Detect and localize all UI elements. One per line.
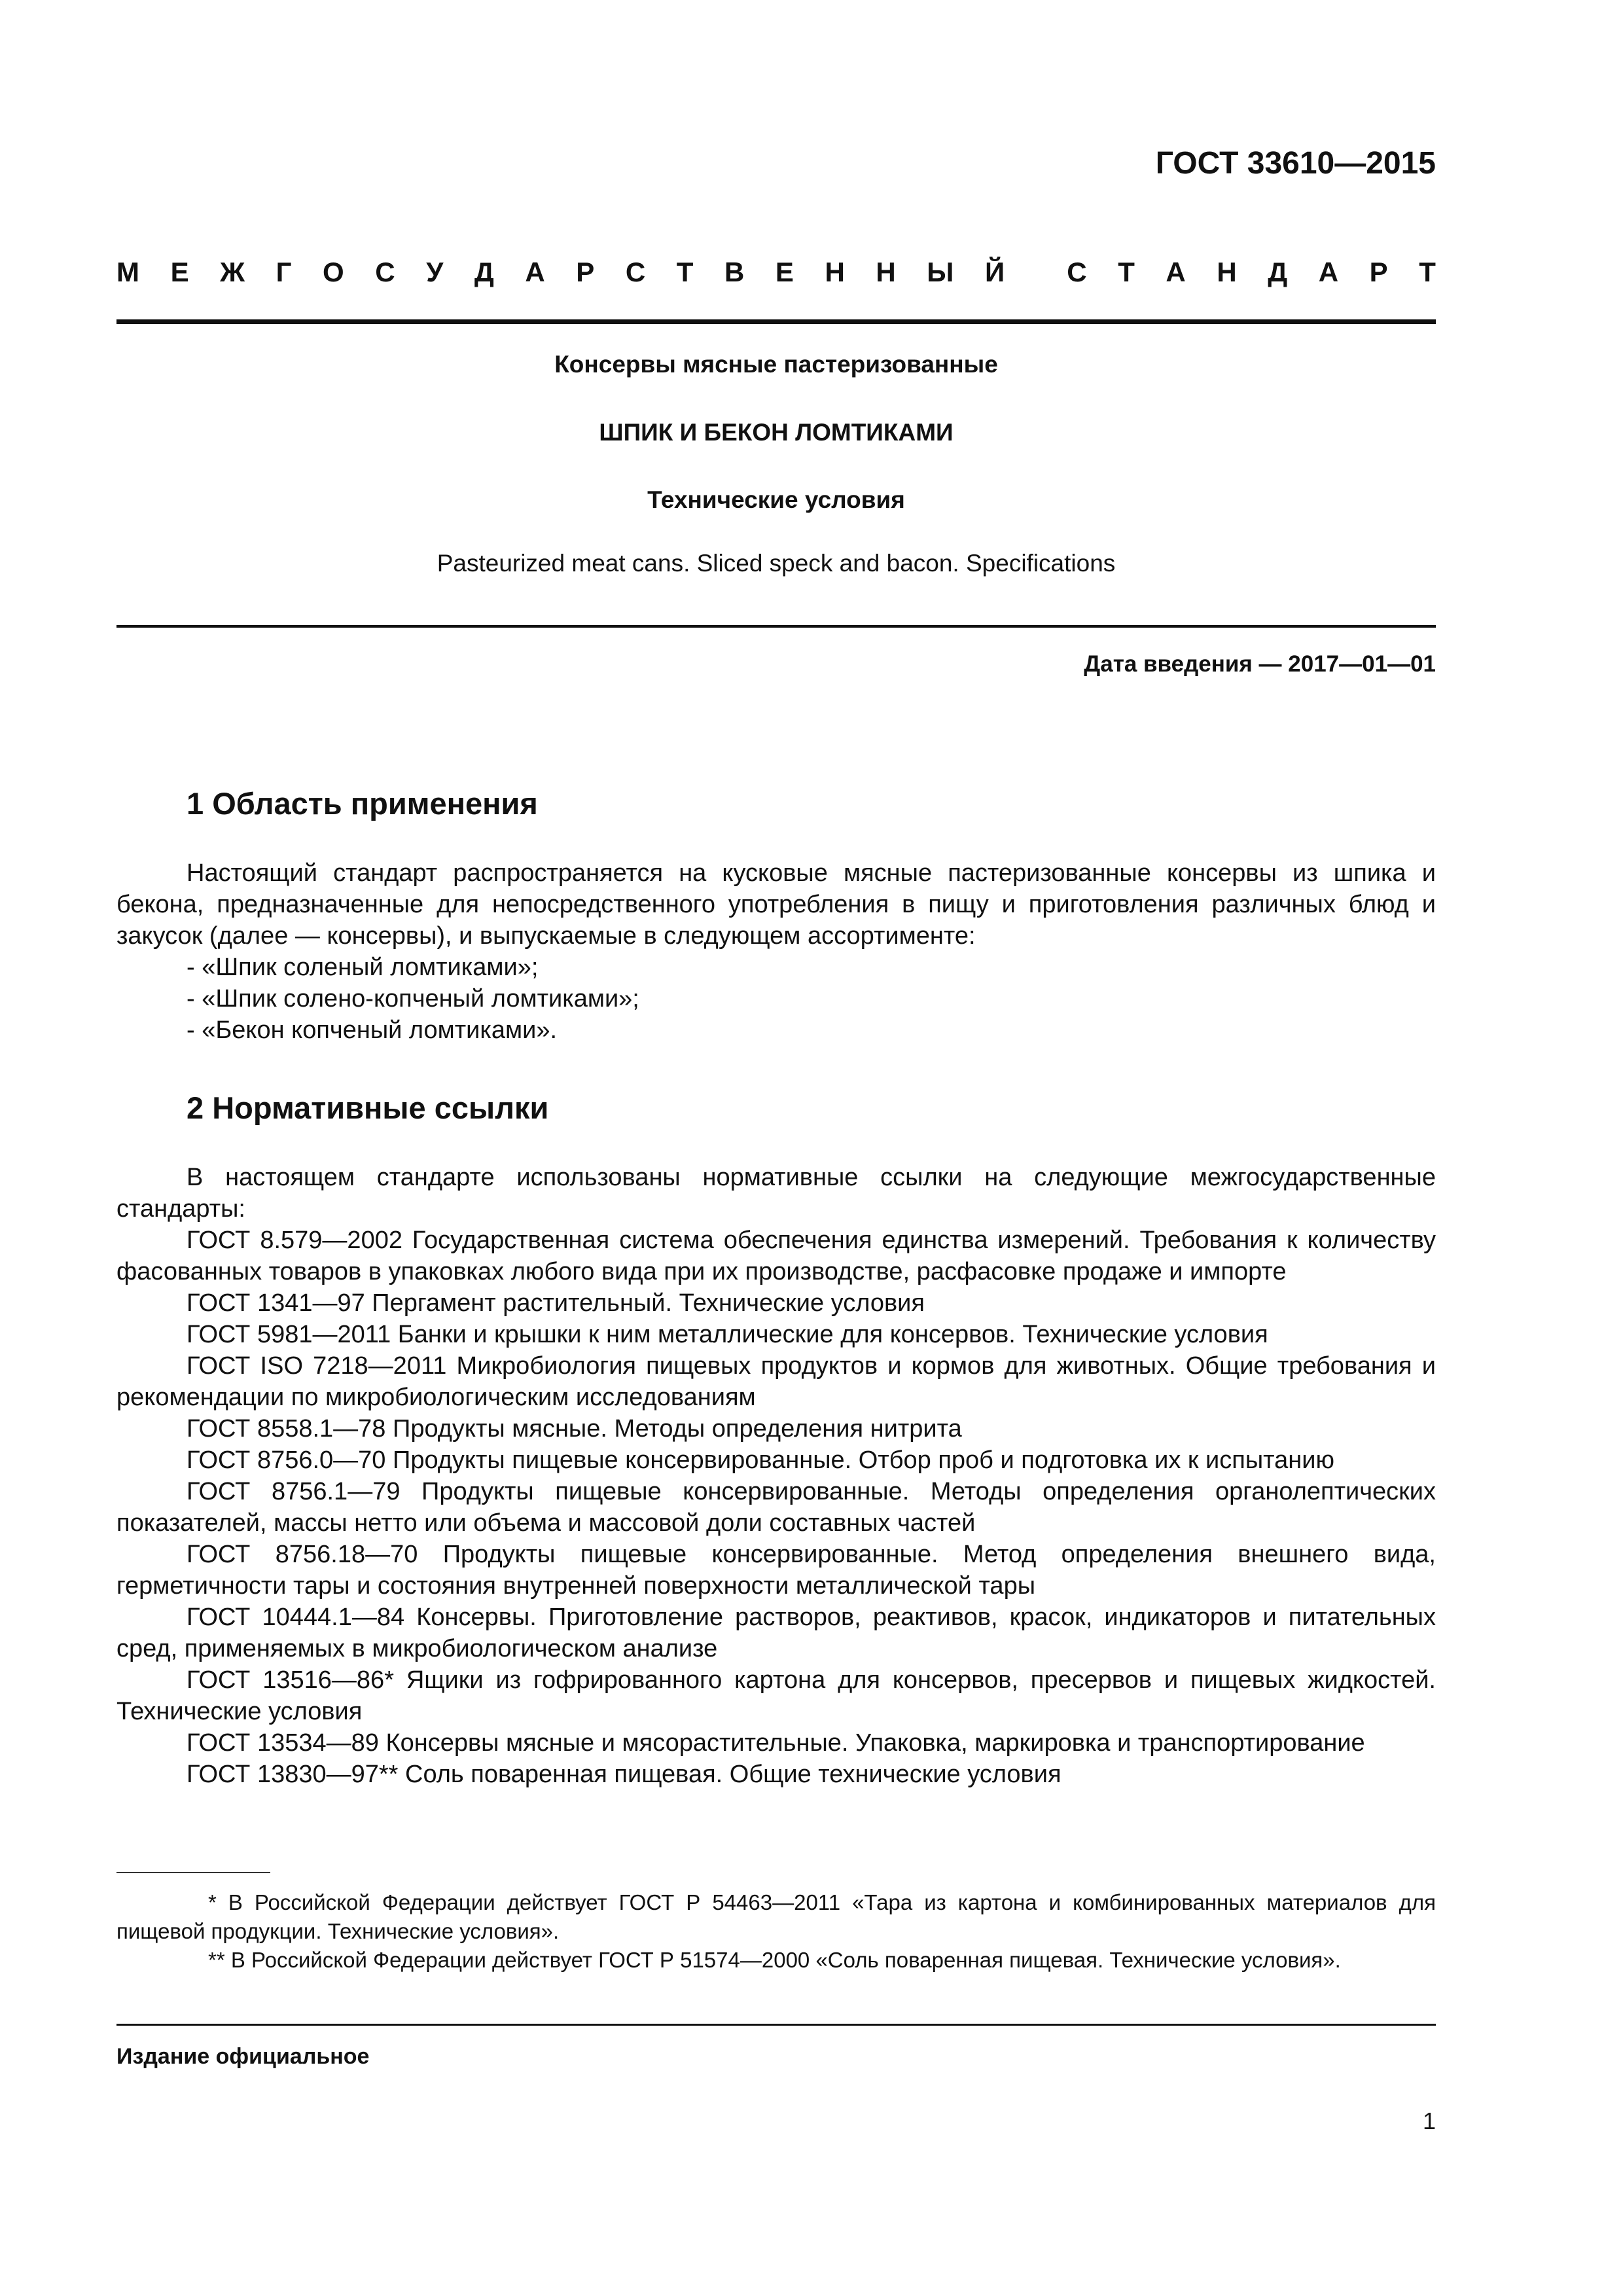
reference-paragraph: ГОСТ 8.579—2002 Государственная система обеспечения единства измерений. Требования к количеству фасованных товаров в упаковках любого вида при их производстве, расфасовке продаже и импорте <box>116 1227 1436 1285</box>
gost-number: ГОСТ 33610—2015 <box>1155 146 1436 181</box>
page-number: 1 <box>1422 2108 1436 2134</box>
standard-type-letter: Ж <box>220 257 245 287</box>
standard-type-letter: Н <box>876 257 896 287</box>
title-rule <box>116 625 1436 628</box>
footnote-rule <box>116 1872 270 1873</box>
reference-paragraph: ГОСТ ISO 7218—2011 Микробиология пищевых продуктов и кормов для животных. Общие требования и рекомендации по микробиологическим исследованиям <box>116 1352 1436 1411</box>
reference-paragraph: ГОСТ 8558.1—78 Продукты мясные. Методы определения нитрита <box>187 1415 962 1443</box>
list-item: - «Шпик солено-копченый ломтиками»; <box>187 985 639 1013</box>
intro-date: Дата введения — 2017—01—01 <box>1084 651 1436 677</box>
standard-type-heading <box>116 257 1436 288</box>
standard-type-letter: Й <box>984 257 1005 287</box>
section-1-paragraph: Настоящий стандарт распространяется на кусковые мясные пастеризованные консервы из шпика и бекона, предназначенные для непосредственного употребления в пищу и приготовления различных блюд и закусок (далее — консервы), и выпускаемые в следующем ассортименте: <box>116 859 1436 950</box>
edition-label: Издание официальное <box>116 2044 370 2069</box>
standard-type-letter: О <box>323 257 344 287</box>
reference-paragraph: ГОСТ 1341—97 Пергамент растительный. Технические условия <box>187 1289 925 1317</box>
footnote: * В Российской Федерации действует ГОСТ Р 54463—2011 «Тара из картона и комбинированных материалов для пищевой продукции. Технические условия». <box>116 1890 1436 1943</box>
reference-paragraph: ГОСТ 8756.18—70 Продукты пищевые консервированные. Метод определения внешнего вида, герметичности тары и состояния внутренней поверхности металлической тары <box>116 1541 1436 1600</box>
standard-type-letter: А <box>1166 257 1186 287</box>
standard-type-letter: У <box>426 257 444 287</box>
reference-paragraph: ГОСТ 8756.1—79 Продукты пищевые консервированные. Методы определения органолептических показателей, массы нетто или объема и массовой доли составных частей <box>116 1478 1436 1537</box>
standard-type-letter: Н <box>825 257 845 287</box>
standard-type-letter: А <box>525 257 545 287</box>
standard-type-letter: Ы <box>927 257 954 287</box>
standard-type-letter: В <box>724 257 745 287</box>
standard-type-letter: Д <box>1268 257 1288 287</box>
standard-type-letter: Н <box>1217 257 1237 287</box>
standard-type-letter: Е <box>170 257 189 287</box>
standard-type-letter: Г <box>276 257 292 287</box>
standard-type-letter: С <box>625 257 646 287</box>
standard-type-letter: Е <box>775 257 794 287</box>
standard-type-letter: Т <box>1118 257 1135 287</box>
list-item: - «Бекон копченый ломтиками». <box>187 1016 558 1044</box>
section-2-heading: 2 Нормативные ссылки <box>187 1090 549 1125</box>
title-main: ШПИК И БЕКОН ЛОМТИКАМИ <box>599 419 954 446</box>
title-subtitle: Технические условия <box>647 486 905 513</box>
title-english: Pasteurized meat cans. Sliced speck and bacon. Specifications <box>437 550 1116 577</box>
footer-rule <box>116 2024 1436 2026</box>
reference-paragraph: ГОСТ 10444.1—84 Консервы. Приготовление растворов, реактивов, красок, индикаторов и питательных сред, применяемых в микробиологическом анализе <box>116 1604 1436 1662</box>
standard-type-letter: Т <box>1419 257 1436 287</box>
reference-paragraph: ГОСТ 13516—86* Ящики из гофрированного картона для консервов, пресервов и пищевых жидкостей. Технические условия <box>116 1666 1436 1725</box>
reference-paragraph: ГОСТ 13830—97** Соль поваренная пищевая. Общие технические условия <box>187 1761 1061 1788</box>
reference-paragraph: В настоящем стандарте использованы нормативные ссылки на следующие межгосударственные стандарты: <box>116 1164 1436 1223</box>
reference-paragraph: ГОСТ 8756.0—70 Продукты пищевые консервированные. Отбор проб и подготовка их к испытанию <box>187 1446 1334 1474</box>
standard-type-letter: Д <box>474 257 494 287</box>
standard-type-letter: М <box>116 257 139 287</box>
list-item: - «Шпик соленый ломтиками»; <box>187 954 539 981</box>
section-1-heading: 1 Область применения <box>187 786 538 821</box>
footnotes <box>116 1888 1436 1975</box>
standard-type-letter: С <box>375 257 395 287</box>
standard-type-letter: Р <box>1369 257 1388 287</box>
standard-type-letter: Р <box>576 257 595 287</box>
standard-type-letter: Т <box>676 257 694 287</box>
reference-paragraph: ГОСТ 5981—2011 Банки и крышки к ним металлические для консервов. Технические условия <box>187 1321 1268 1348</box>
title-category: Консервы мясные пастеризованные <box>554 351 998 378</box>
reference-paragraph: ГОСТ 13534—89 Консервы мясные и мясорастительные. Упаковка, маркировка и транспортирование <box>187 1729 1365 1757</box>
standard-type-letter: С <box>1067 257 1087 287</box>
section-1-body <box>116 857 1436 1046</box>
standard-type-letter: А <box>1318 257 1339 287</box>
footnote: ** В Российской Федерации действует ГОСТ Р 51574—2000 «Соль поваренная пищевая. Технические условия». <box>208 1948 1341 1972</box>
section-2-body <box>116 1162 1436 1790</box>
header-rule <box>116 319 1436 324</box>
